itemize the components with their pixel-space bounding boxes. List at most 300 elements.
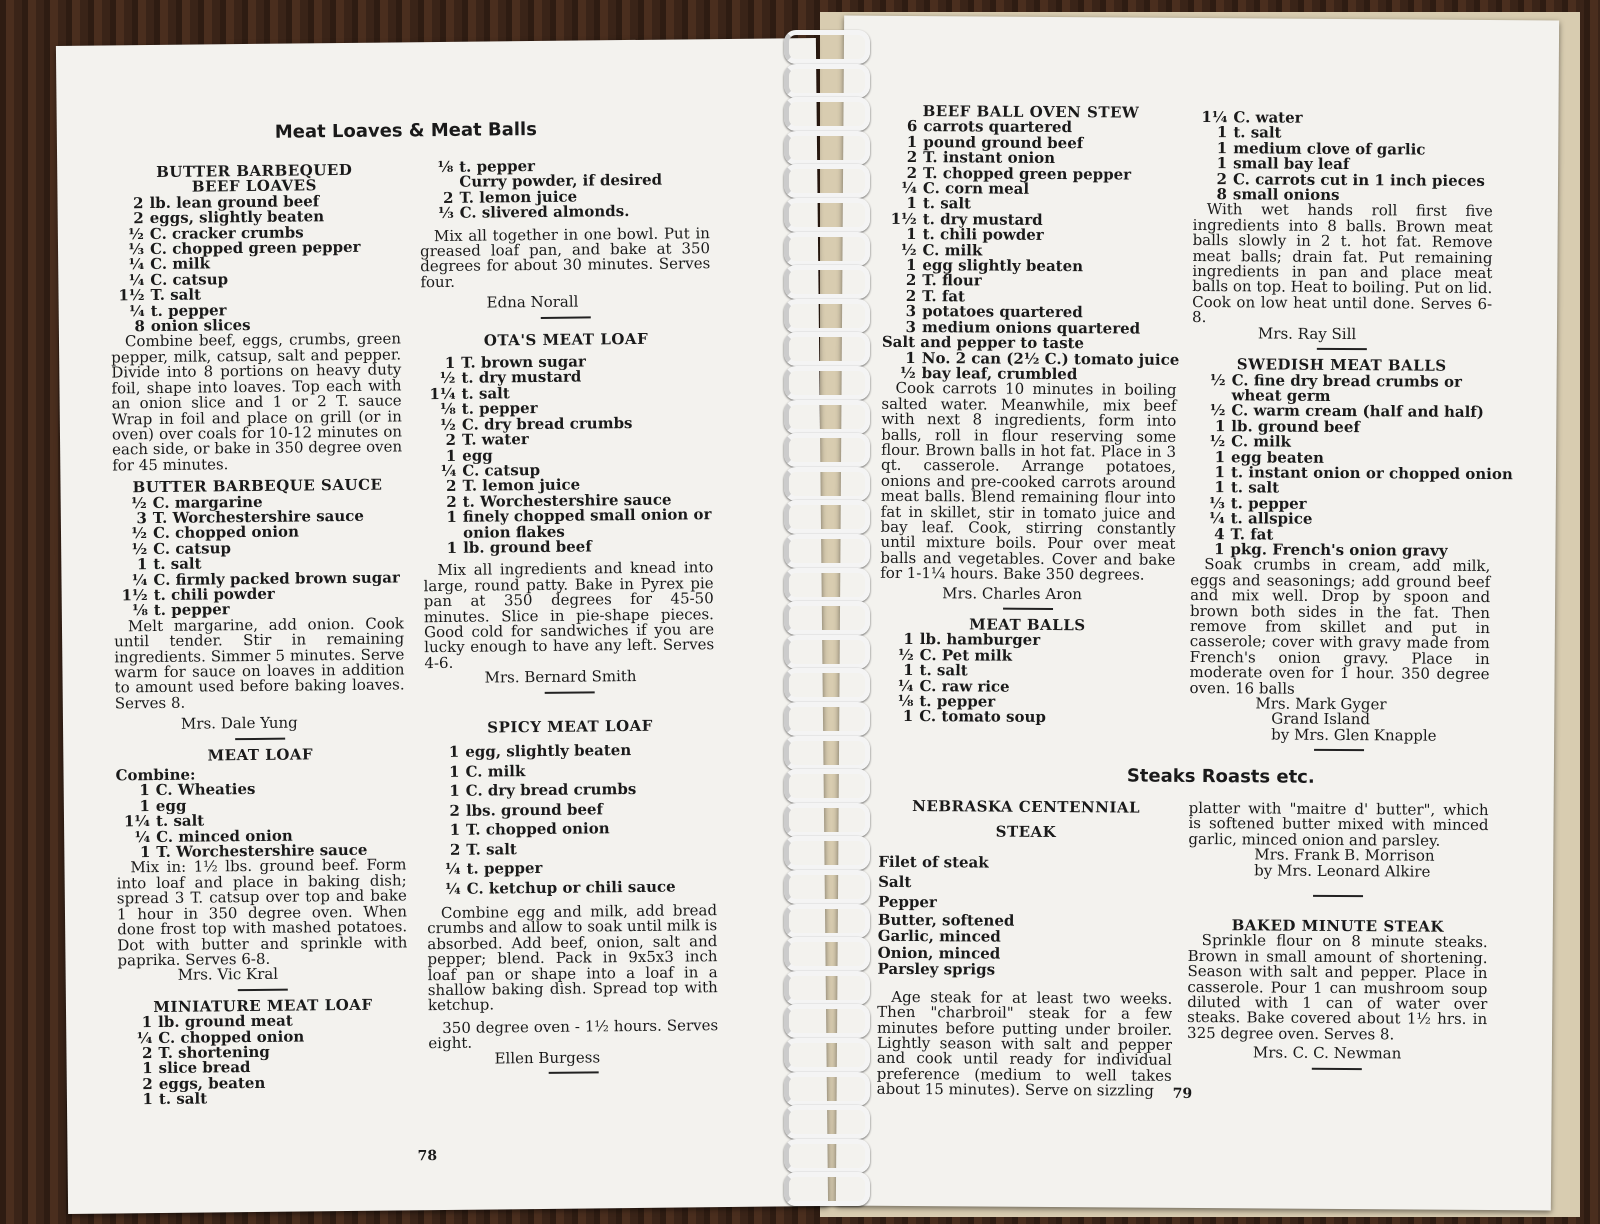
divider [1314, 749, 1364, 751]
steak-column [877, 799, 1174, 1100]
ingredient-text: onion flakes [462, 522, 565, 542]
ingredient-text: C. milk [1231, 432, 1292, 451]
left-column-1 [109, 162, 409, 1108]
ingredient-quantity: 1 [449, 820, 461, 839]
spiral-ring [784, 904, 870, 938]
ingredient-quantity: ¼ [897, 676, 914, 695]
divider [238, 988, 288, 991]
ingredient-quantity: 1 [448, 762, 460, 781]
recipe-title: SPICY MEAT LOAF [487, 716, 653, 737]
recipe-title: BUTTER BARBEQUE SAUCE [132, 475, 383, 497]
ingredient-text: lb. ground meat [158, 1011, 293, 1032]
ingredient-quantity: 1½ [118, 286, 145, 305]
ingredient-text: No. 2 can (2½ C.) tomato juice [921, 348, 1180, 369]
ingredient-quantity: 2 [446, 477, 457, 496]
spiral-ring [784, 971, 870, 1005]
ingredient-text: T. chopped green pepper [923, 163, 1132, 184]
ingredient-quantity: ⅛ [897, 691, 914, 711]
ingredient-text: lb. hamburger [919, 630, 1041, 650]
ingredient-text: C. slivered almonds. [459, 202, 630, 223]
ingredient-text: C. catsup [462, 460, 541, 480]
ingredient-quantity: 1 [1214, 447, 1226, 466]
ingredient-text: egg, slightly beaten [465, 741, 632, 761]
ingredient-text: egg beaten [1231, 447, 1325, 467]
recipe-author: Mrs. Bernard Smith [484, 667, 637, 687]
divider [235, 737, 285, 740]
spiral-ring [784, 1139, 870, 1173]
right-column-1 [879, 104, 1178, 727]
spiral-ring [784, 400, 870, 434]
ingredient-line: Salt [878, 872, 912, 891]
ingredient-quantity: ¼ [444, 859, 461, 878]
spiral-ring [784, 131, 870, 165]
ingredient-text: lbs. ground beef [465, 799, 604, 820]
recipe-author: Edna Norall [486, 292, 579, 312]
ingredient-text: C. warm cream (half and half) [1231, 401, 1484, 422]
recipe-author: Mrs. Frank B. Morrison [1254, 845, 1435, 865]
ingredient-text: C. tomato soup [919, 707, 1046, 727]
ingredient-text: t. salt [1230, 478, 1280, 497]
ingredient-quantity: 1 [906, 194, 917, 213]
ingredient-quantity: 1 [139, 843, 151, 862]
ingredient-quantity: 1 [444, 353, 456, 373]
divider [545, 691, 595, 694]
ingredient-list-plain [877, 852, 1173, 980]
recipe-author: Mrs. Ray Sill [1257, 324, 1357, 343]
ingredient-quantity: 2 [906, 148, 918, 167]
divider [1003, 608, 1053, 610]
ingredient-text: t. salt [922, 194, 972, 213]
spiral-ring [784, 702, 870, 736]
ingredient-quantity: 1 [902, 707, 914, 726]
ingredient-quantity: ⅛ [437, 157, 454, 177]
ingredient-text: pound ground beef [923, 132, 1084, 153]
recipe-text: Mix all ingredients and knead into large, round patty. Bake in Pyrex pie pan at 350 degrees for 45-50 minutes. Slice in pie-shape pieces. Good cold for sandwiches if you are lucky enough to have any left. Serves 4-6. [423, 558, 715, 672]
ingredient-quantity: ½ [439, 369, 456, 388]
ingredient-quantity: ½ [128, 224, 144, 243]
ingredient-text: small bay leaf [1233, 154, 1350, 174]
ingredient-text: C. corn meal [922, 179, 1030, 198]
ingredient-quantity: ¼ [444, 879, 461, 898]
ingredient-list [882, 348, 1180, 384]
ingredient-quantity: 2 [905, 286, 917, 305]
ingredient-line: Pepper [877, 892, 937, 911]
ingredient-text: T. salt [150, 285, 202, 305]
spiral-ring [784, 265, 870, 299]
divider [549, 1071, 599, 1074]
ingredient-list [113, 493, 404, 619]
spiral-ring [784, 500, 870, 534]
ingredient-line [119, 1090, 409, 1108]
ingredient-text: t. pepper [153, 600, 230, 620]
ingredient-quantity: 1¼ [429, 384, 456, 403]
steak-column-2 [1187, 798, 1489, 1079]
page-number: 79 [1172, 1085, 1193, 1102]
recipe-title: BUTTER BARBEQUED BEEF LOAVES [156, 160, 353, 197]
ingredient-quantity: 1¼ [1201, 108, 1228, 127]
recipe-text: Cook carrots 10 minutes in boiling salted water. Meanwhile, mix beef with next 8 ingredients, form into balls, roll in flour reserving some flour. Brown balls in hot fat. Place in 3 qt. casserole. Arrange potatoes, onions and pre-cooked carrots around meat balls. Blend remaining flour into fat in skillet, stir in tomato juice and bay leaf. Cook, stirring constantly until mixture boils. Pour over meat balls and vegetables. Cover and bake for 1-1¼ hours. Bake 350 degrees. [880, 379, 1177, 584]
ingredient-quantity: 1 [905, 348, 916, 367]
ingredient-quantity: 1 [448, 742, 460, 761]
ingredient-quantity: 1 [1214, 416, 1226, 435]
ingredient-text: C. chopped onion [158, 1026, 305, 1047]
ingredient-text: C. raw rice [919, 676, 1010, 696]
ingredient-quantity: ⅓ [128, 240, 145, 259]
ingredient-line: Onion, minced [877, 943, 1001, 963]
ingredient-text: T. fat [1230, 524, 1274, 544]
recipe-text: Melt margarine, add onion. Cook until tender. Stir in remaining ingredients. Simmer 5 minutes. Serve warm for sauce on loaves in addition to amount used before baking loaves. Serves 8. [114, 614, 405, 713]
recipe-title: SWEDISH MEAT BALLS [1236, 355, 1447, 375]
ingredient-quantity: ¼ [128, 255, 145, 274]
ingredient-quantity: 1 [446, 507, 457, 527]
ingredient-line: Butter, softened [877, 910, 1015, 930]
recipe-text: Combine: [115, 765, 196, 785]
recipe-author: Mrs. Vic Kral [177, 965, 279, 985]
ingredient-quantity: 1 [1213, 540, 1225, 559]
ingredient-text: t. salt [1233, 123, 1282, 142]
spiral-ring [784, 97, 870, 131]
spiral-ring [784, 1105, 870, 1139]
ingredient-quantity: 3 [905, 317, 917, 336]
ingredient-quantity: ½ [131, 539, 148, 558]
recipe-text: Sprinkle flour on 8 minute steaks. Brown in small amount of shortening. Season with salt and pepper. Place in casserole. Pour 1 can mushroom soup diluted with 1 can of water over steaks. Bake covered about 1½ hrs. in 325 degree oven. Serves 8. [1187, 931, 1488, 1044]
spiral-ring [784, 366, 870, 400]
recipe-text: Combine egg and milk, add bread crumbs and allow to soak until milk is absorbed. Add beef, onion, salt and pepper; blend. Pack in 9x5x3 inch loaf pan or shape into a loaf in a shallow baking dish. Spread top with ketchup. [427, 901, 718, 1015]
recipe-title: OTA'S MEAT LOAF [483, 329, 649, 350]
ingredient-text: potatoes quartered [922, 302, 1083, 322]
spiral-ring [784, 769, 870, 803]
spiral-ring [784, 198, 870, 232]
ingredient-quantity: 1 [903, 630, 914, 649]
ingredient-text: t. Worchestershire sauce [462, 490, 672, 511]
ingredient-quantity: 1½ [121, 586, 148, 605]
spiral-ring [784, 601, 870, 635]
spiral-ring [784, 433, 870, 467]
spiral-ring [784, 568, 870, 602]
ingredient-text: t. salt [158, 1089, 208, 1109]
ingredient-quantity: 8 [1216, 185, 1227, 204]
ingredient-quantity: 1 [141, 1013, 153, 1032]
ingredient-text: C. water [1233, 108, 1303, 127]
ingredient-quantity: 1 [906, 225, 917, 244]
section-title-steaks: Steaks Roasts etc. [1126, 765, 1315, 788]
ingredient-quantity: 2 [446, 492, 457, 511]
spiral-ring [784, 870, 870, 904]
recipe-title: STEAK [995, 823, 1057, 842]
ingredient-line: Garlic, minced [877, 927, 1001, 946]
page-number: 78 [417, 1148, 438, 1165]
ingredient-quantity: ½ [900, 240, 917, 259]
ingredient-quantity: 1 [1216, 138, 1228, 158]
ingredient-text: t. chili powder [153, 584, 275, 604]
ingredient-line [427, 877, 717, 900]
ingredient-quantity: 1 [905, 256, 917, 275]
ingredient-text: T. chopped onion [466, 819, 610, 839]
ingredient-text: C. milk [150, 254, 211, 274]
ingredient-quantity: ½ [897, 645, 914, 664]
recipe-title: MEAT BALLS [969, 615, 1086, 635]
ingredient-line: Filet of steak [878, 852, 989, 872]
spiral-ring [784, 232, 870, 266]
left-column-2 [419, 157, 719, 1083]
ingredient-text: t. pepper [1230, 493, 1307, 513]
recipe-text: Age steak for at least two weeks. Then "charbroil" steak for a few minutes before putting under broiler. Lightly season with salt and pepper and cook until ready for individual preference (medium to well takes about 15 minutes). Serve on sizzling [876, 987, 1173, 1100]
left-page [56, 38, 828, 1214]
ingredient-list [879, 632, 1175, 726]
ingredient-quantity: 1 [1214, 463, 1226, 482]
ingredient-quantity: 1 [139, 781, 150, 800]
right-page [836, 16, 1559, 1211]
ingredient-list [1193, 110, 1494, 205]
ingredient-list [421, 353, 713, 556]
recipe-author: Ellen Burgess [494, 1048, 601, 1068]
spiral-ring [784, 30, 870, 64]
ingredient-quantity: ¼ [128, 270, 145, 290]
ingredient-quantity: ½ [130, 493, 147, 512]
divider [1312, 1067, 1362, 1069]
ingredient-text: t. allspice [1230, 509, 1313, 528]
ingredient-text: C. catsup [153, 538, 232, 558]
ingredient-text: medium onions quartered [921, 317, 1141, 338]
ingredient-line: Parsley sprigs [877, 960, 996, 979]
ingredient-quantity: 1 [446, 538, 458, 557]
ingredient-quantity: ½ [440, 415, 456, 434]
ingredient-text: t. salt [153, 554, 202, 574]
ingredient-list [425, 740, 717, 899]
spiral-ring [784, 803, 870, 837]
ingredient-quantity: ¼ [131, 570, 148, 589]
ingredient-text: C. milk [922, 240, 983, 260]
recipe-title: MEAT LOAF [207, 744, 314, 765]
ingredient-text: onion slices [150, 316, 251, 336]
ingredient-quantity: ½ [1209, 401, 1226, 420]
ingredient-quantity: 1 [445, 446, 457, 465]
recipe-author: Mrs. C. C. Newman [1252, 1043, 1402, 1063]
ingredient-text: t. pepper [459, 157, 536, 176]
spiral-ring [784, 668, 870, 702]
ingredient-line [879, 709, 1174, 726]
spiral-ring [784, 64, 870, 98]
recipe-text: Combine beef, eggs, crumbs, green pepper, milk, catsup, salt and pepper. Divide into 8 portions on heavy duty foil, shape into loaves. Top each with an onion slice and 1 or 2 T. sauce Wrap in foil and place on grill (or in oven) over coals for 10-12 minutes on each side, or bake in 350 degree oven for 45 minutes. [111, 329, 403, 475]
ingredient-quantity: 3 [905, 302, 917, 321]
ingredient-text: C. ketchup or chili sauce [466, 877, 676, 898]
ingredient-quantity: 1¼ [123, 812, 151, 831]
spiral-ring [784, 332, 870, 366]
ingredient-quantity: 1 [139, 796, 150, 816]
ingredient-text: t. pepper [919, 692, 996, 711]
ingredient-quantity: ¼ [128, 301, 145, 320]
ingredient-text: C. catsup [150, 270, 229, 289]
ingredient-quantity: 8 [134, 317, 145, 336]
spiral-ring [784, 635, 870, 669]
ingredient-quantity: ¼ [134, 827, 151, 846]
ingredient-quantity: 1½ [890, 209, 917, 228]
ingredient-text: eggs, beaten [158, 1073, 266, 1093]
recipe-author: by Mrs. Glen Knapple [1271, 725, 1437, 745]
ingredient-text: T. shortening [158, 1042, 270, 1062]
recipe-author: by Mrs. Leonard Alkire [1254, 861, 1431, 881]
recipe-author: Mrs. Charles Aron [942, 583, 1083, 603]
ingredient-text: egg [155, 796, 187, 815]
ingredient-text: t. instant onion or chopped onion [1230, 463, 1513, 484]
ingredient-text: C. margarine [152, 492, 263, 512]
ingredient-text: T. instant onion [923, 148, 1056, 168]
ingredient-text: bay leaf, crumbled [921, 363, 1078, 384]
section-title-meat-loaves: Meat Loaves & Meat Balls [274, 118, 537, 143]
ingredient-text: T. fat [922, 286, 966, 306]
spiral-ring [784, 1038, 870, 1072]
spiral-ring [784, 1172, 870, 1206]
ingredient-text: lb. ground beef [463, 537, 592, 557]
recipe-text: 350 degree oven - 1½ hours. Serves eight. [428, 1015, 719, 1053]
ingredient-text: t. salt [461, 384, 510, 403]
divider [541, 316, 591, 319]
ingredient-text: T. Worchestershire sauce [156, 840, 368, 862]
ingredient-quantity: 2 [905, 271, 917, 290]
ingredient-quantity: 2 [133, 209, 144, 228]
ingredient-quantity: ⅛ [132, 601, 148, 620]
ingredient-text: t. salt [155, 811, 205, 831]
ingredient-text: slice bread [158, 1058, 251, 1078]
ingredient-quantity: 1 [906, 132, 918, 151]
ingredient-quantity: 6 [906, 117, 918, 136]
ingredient-text: C. chopped green pepper [149, 237, 361, 259]
ingredient-list [116, 781, 407, 861]
ingredient-text: T. water [461, 430, 529, 449]
recipe-text: platter with "maitre d' butter", which is softened butter mixed with minced garlic, minced onion and parsley. [1188, 798, 1489, 850]
ingredient-text: C. chopped onion [152, 522, 300, 543]
ingredient-quantity: 1 [1214, 478, 1225, 497]
recipe-title: BAKED MINUTE STEAK [1231, 916, 1445, 936]
recipe-text: Salt and pepper to taste [881, 332, 1085, 353]
ingredient-text: C. dry bread crumbs [461, 413, 633, 434]
ingredient-quantity: ½ [1209, 432, 1226, 451]
ingredient-quantity: ¼ [440, 461, 457, 480]
ingredient-text: egg [462, 445, 493, 465]
ingredient-text: T. lemon juice [462, 475, 581, 496]
recipe-text: Mix all together in one bowl. Put in greased loaf pan, and bake at 350 degrees for about 30 minutes. Serves four. [419, 223, 711, 292]
ingredient-quantity: 1 [449, 781, 460, 800]
ingredient-text: pkg. French's onion gravy [1230, 540, 1448, 560]
ingredient-text: Curry powder, if desired [459, 171, 663, 192]
ingredient-text: T. brown sugar [461, 352, 586, 372]
ingredient-text: carrots quartered [923, 117, 1073, 137]
ingredient-quantity: ½ [899, 363, 916, 382]
ingredient-quantity: 2 [445, 430, 457, 450]
ingredient-text: T. Worchestershire sauce [152, 506, 365, 527]
recipe-text: With wet hands roll first five ingredients into 8 balls. Brown meat balls slowly in 2 t. hot fat. Remove meat balls; drain fat. Put remaining ingredients in pan and place meat balls on top. Heat to boiling. Put on lid. Cook on low heat until done. Serves 6-8. [1192, 200, 1493, 327]
spiral-ring [784, 1004, 870, 1038]
ingredient-quantity: 1 [142, 1090, 154, 1109]
recipe-text: Soak crumbs in cream, add milk, eggs and seasonings; add ground beef and mix well. Drop by spoon and brown both sides in the fat. Then remove from skillet and put in casserole; cover with gravy made from French's onion gravy. Place in moderate oven for 1 hour. 350 degree oven. 16 balls [1189, 555, 1491, 698]
ingredient-text: C. firmly packed brown sugar [153, 568, 400, 589]
ingredient-list [419, 157, 710, 222]
spiral-ring [784, 299, 870, 333]
recipe-author: Mrs. Mark Gyger [1255, 694, 1387, 714]
ingredient-text: eggs, slightly beaten [149, 207, 325, 228]
spiral-ring [784, 937, 870, 971]
ingredient-text: finely chopped small onion or [462, 505, 712, 526]
recipe-author: Mrs. Dale Yung [180, 713, 298, 733]
ingredient-list [1190, 370, 1513, 560]
ingredient-quantity: ½ [131, 524, 148, 543]
spiral-ring [784, 836, 870, 870]
ingredient-quantity: ¼ [1208, 509, 1225, 528]
right-column-2 [1189, 108, 1513, 760]
spiral-ring [784, 534, 870, 568]
ingredient-text: t. pepper [150, 300, 227, 320]
ingredient-quantity: 1 [142, 1059, 153, 1078]
ingredient-quantity: 2 [133, 193, 144, 213]
ingredient-quantity: 2 [1216, 169, 1228, 188]
ingredient-quantity: 2 [141, 1043, 153, 1063]
ingredient-quantity: 1 [903, 661, 914, 680]
spiral-ring [784, 164, 870, 198]
ingredient-text: C. carrots cut in 1 inch pieces [1232, 169, 1485, 190]
ingredient-quantity: 1 [136, 555, 148, 574]
ingredient-quantity: 2 [442, 188, 454, 207]
spiral-binding [778, 12, 868, 1217]
ingredient-quantity: ¼ [136, 1028, 153, 1047]
spiral-ring [784, 467, 870, 501]
ingredient-text: lb. ground beef [1231, 416, 1360, 436]
ingredient-text: t. pepper [461, 399, 538, 419]
ingredient-text: C. Wheaties [155, 780, 256, 800]
ingredient-text: T. flour [922, 271, 982, 290]
divider [1317, 348, 1367, 350]
ingredient-quantity: 3 [136, 509, 147, 528]
recipe-title: BEEF BALL OVEN STEW [922, 102, 1140, 122]
ingredient-list [118, 1013, 409, 1108]
ingredient-text: C. fine dry bread crumbs or [1231, 370, 1462, 391]
ingredient-quantity: 2 [142, 1074, 153, 1093]
ingredient-text: t. chili powder [922, 225, 1044, 245]
ingredient-quantity: 1 [1216, 123, 1228, 142]
ingredient-quantity: ¼ [901, 178, 918, 198]
ingredient-quantity: ⅛ [440, 400, 456, 419]
ingredient-text: C. minced onion [156, 826, 293, 846]
ingredient-text: t. dry mustard [922, 209, 1043, 229]
ingredient-text: wheat germ [1231, 386, 1331, 405]
recipe-title: MINIATURE MEAT LOAF [153, 995, 373, 1016]
ingredient-text: t. dry mustard [461, 367, 582, 388]
ingredient-quantity: ½ [1209, 370, 1226, 389]
recipe-author: Grand Island [1271, 709, 1371, 729]
ingredient-text: C. Pet milk [919, 645, 1013, 665]
spiral-ring [784, 1072, 870, 1106]
ingredient-quantity: 1 [1216, 154, 1228, 173]
cookbook [40, 12, 1570, 1217]
recipe-text: Mix in: 1½ lbs. ground beef. Form into loaf and place in baking dish; spread 3 T. catsup over top and bake 1 hour in 350 degree oven. When done frost top with mashed potatoes. Dot with butter and sprinkle with paprika. Serves 6-8. [116, 855, 408, 970]
ingredient-list [882, 119, 1178, 337]
spiral-ring [784, 736, 870, 770]
ingredient-quantity: ⅓ [1209, 493, 1225, 512]
ingredient-quantity: 2 [449, 801, 461, 820]
ingredient-text: lb. lean ground beef [149, 192, 320, 212]
ingredient-quantity: ⅓ [438, 204, 454, 223]
ingredient-text: T. salt [466, 839, 517, 859]
ingredient-text: egg slightly beaten [922, 256, 1084, 276]
ingredient-text: t. pepper [466, 858, 543, 878]
divider [1313, 895, 1363, 897]
ingredient-text: C. cracker crumbs [149, 223, 304, 243]
ingredient-text: T. lemon juice [459, 187, 578, 207]
ingredient-text: C. dry bread crumbs [465, 779, 637, 800]
ingredient-text: t. salt [919, 661, 968, 680]
ingredient-text: medium clove of garlic [1233, 139, 1426, 159]
ingredient-quantity: 4 [1214, 524, 1225, 543]
ingredient-text: small onions [1232, 185, 1340, 205]
